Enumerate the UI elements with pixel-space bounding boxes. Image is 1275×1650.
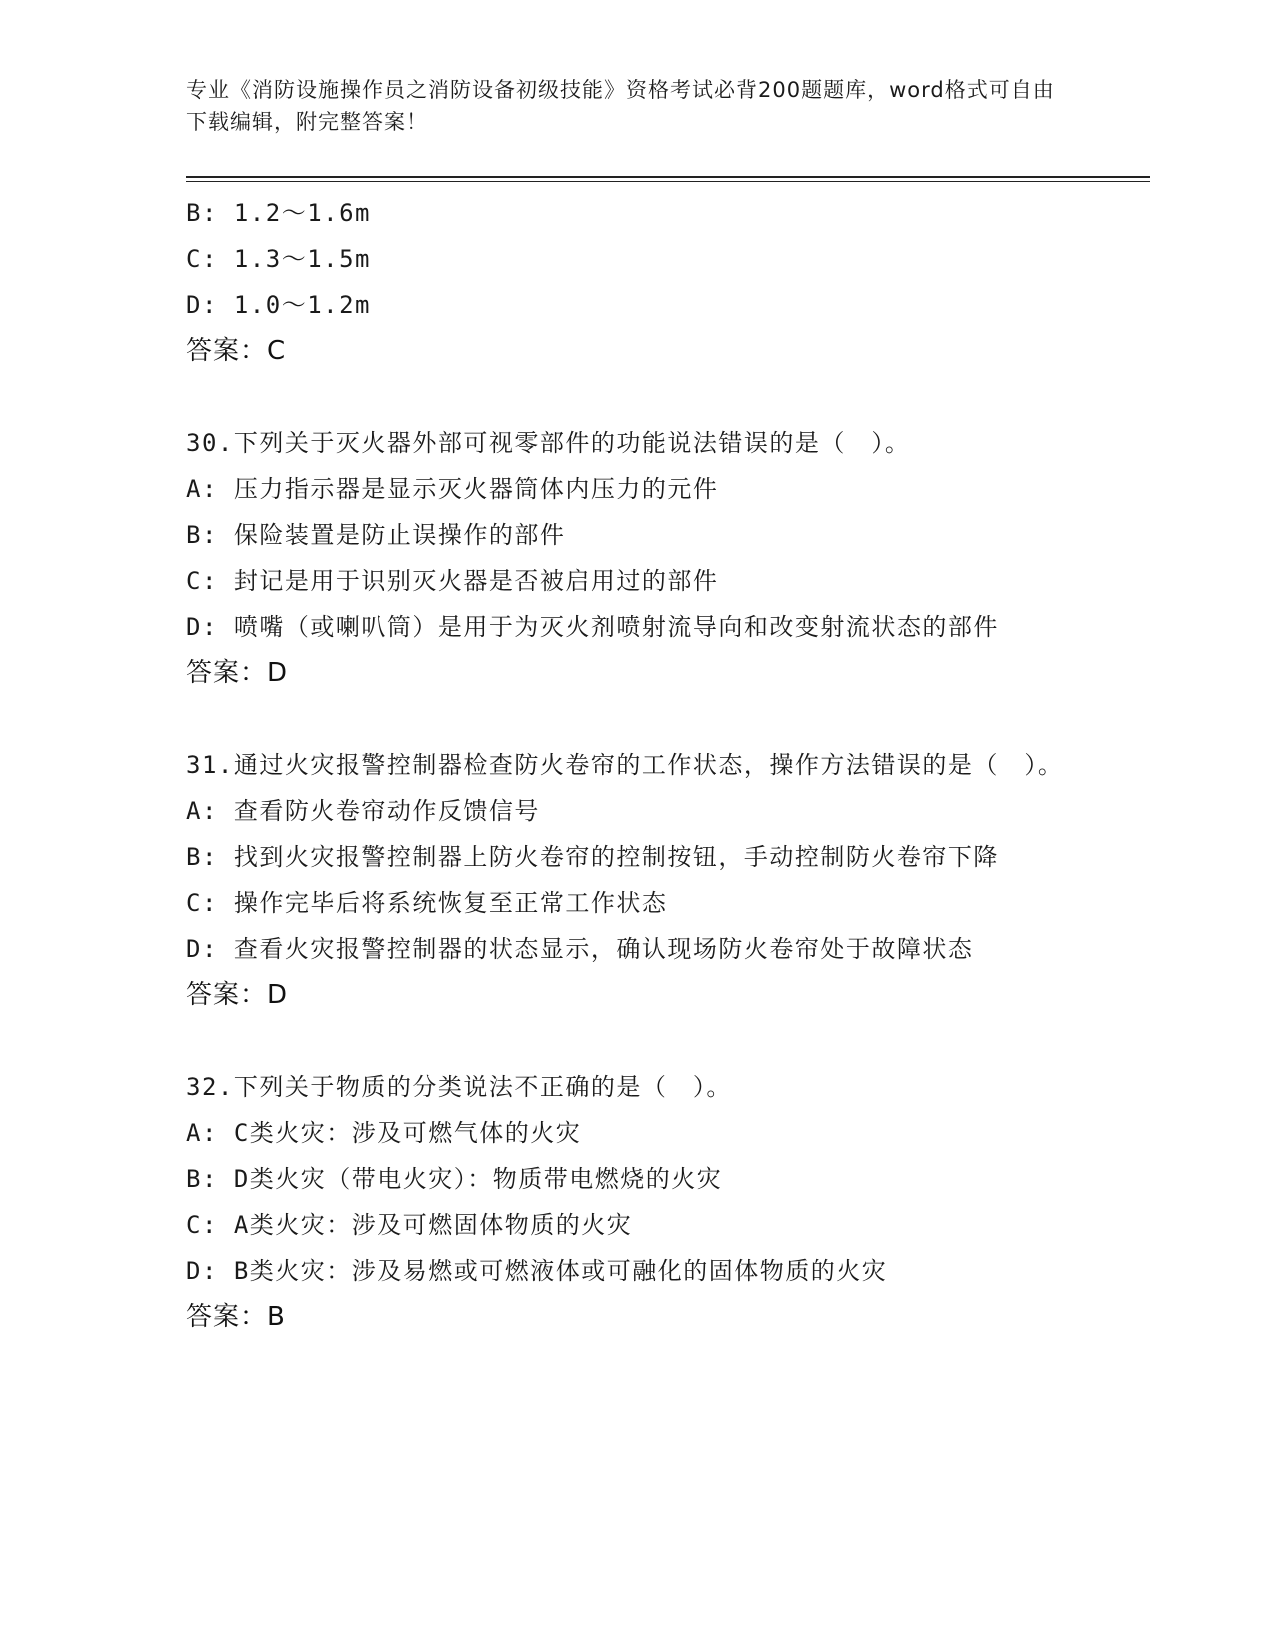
answer-line: 答案：C <box>186 336 287 366</box>
question-block <box>186 420 1066 696</box>
option-a: A: 查看防火卷帘动作反馈信号 <box>186 797 540 825</box>
question-stem: 32.下列关于物质的分类说法不正确的是（ ）。 <box>186 1073 732 1101</box>
question-block <box>186 1064 1066 1340</box>
question-stem: 31.通过火灾报警控制器检查防火卷帘的工作状态，操作方法错误的是（ ）。 <box>186 751 1064 779</box>
option-c: C: 1.3～1.5m <box>186 245 371 273</box>
answer-line: 答案：B <box>186 1302 286 1332</box>
option-b: B: 找到火灾报警控制器上防火卷帘的控制按钮，手动控制防火卷帘下降 <box>186 843 999 871</box>
document-header: 专业《消防设施操作员之消防设备初级技能》资格考试必背200题题库，word格式可自由下载编辑，附完整答案！ <box>186 78 1055 134</box>
option-c: C: 操作完毕后将系统恢复至正常工作状态 <box>186 889 668 917</box>
option-d: D: 1.0～1.2m <box>186 291 371 319</box>
option-b: B: 保险装置是防止误操作的部件 <box>186 521 566 549</box>
option-a: A: C类火灾：涉及可燃气体的火灾 <box>186 1119 582 1147</box>
header-divider-thick <box>186 176 1150 178</box>
option-a: A: 压力指示器是显示灭火器筒体内压力的元件 <box>186 475 719 503</box>
question-block <box>186 742 1066 1018</box>
option-c: C: A类火灾：涉及可燃固体物质的火灾 <box>186 1211 633 1239</box>
option-c: C: 封记是用于识别灭火器是否被启用过的部件 <box>186 567 719 595</box>
option-b: B: D类火灾（带电火灾）：物质带电燃烧的火灾 <box>186 1165 723 1193</box>
question-content <box>186 190 1066 1340</box>
question-stem: 30.下列关于灭火器外部可视零部件的功能说法错误的是（ ）。 <box>186 429 911 457</box>
option-d: D: 喷嘴（或喇叭筒）是用于为灭火剂喷射流导向和改变射流状态的部件 <box>186 613 999 641</box>
header-divider-thin <box>186 181 1150 182</box>
option-b: B: 1.2～1.6m <box>186 199 371 227</box>
answer-line: 答案：D <box>186 980 289 1010</box>
option-d: D: 查看火灾报警控制器的状态显示，确认现场防火卷帘处于故障状态 <box>186 935 974 963</box>
option-d: D: B类火灾：涉及易燃或可燃液体或可融化的固体物质的火灾 <box>186 1257 888 1285</box>
answer-line: 答案：D <box>186 658 289 688</box>
question-block <box>186 190 1066 374</box>
